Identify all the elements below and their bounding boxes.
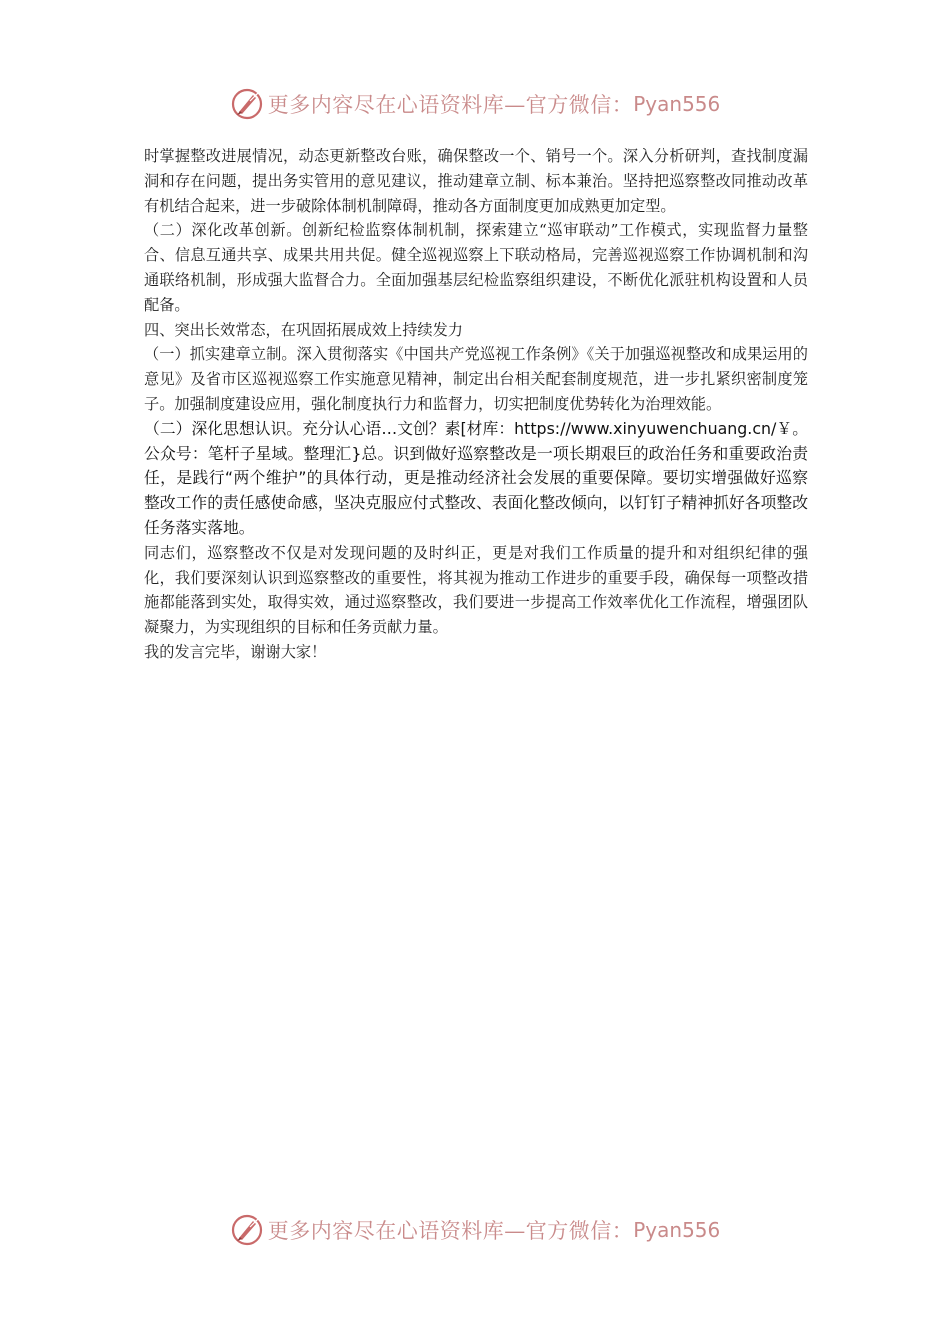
document-body (144, 144, 808, 665)
paragraph-thanks: 我的发言完毕，谢谢大家！ (144, 642, 327, 661)
quill-pen-logo-icon (230, 1213, 264, 1247)
paragraph-reform-innovation: （二）深化改革创新。创新纪检监察体制机制，探索建立“巡审联动”工作模式，实现监督力量整合、信息互通共享、成果共用共促。健全巡视巡察上下联动格局，完善巡视巡察工作协调机制和沟通联络机制，形成强大监督合力。全面加强基层纪检监察组织建设，不断优化派驻机构设置和人员配备。 (144, 221, 808, 314)
footer-banner (0, 1210, 950, 1250)
section-heading-long-term: 四、突出长效常态，在巩固拓展成效上持续发力 (144, 320, 463, 339)
header-banner-text: 更多内容尽在心语资料库—官方微信： (267, 93, 634, 117)
header-wechat-id: Pyan556 (633, 92, 721, 116)
paragraph-closing-remarks: 同志们，巡察整改不仅是对发现问题的及时纠正，更是对我们工作质量的提升和对组织纪律的强化，我们要深刻认识到巡察整改的重要性，将其视为推动工作进步的重要手段，确保每一项整改措施都能落到实处，取得实效，通过巡察整改，我们要进一步提高工作效率优化工作流程，增强团队凝聚力，为实现组织的目标和任务贡献力量。 (144, 543, 808, 637)
paragraph-rules-building: （一）抓实建章立制。深入贯彻落实《中国共产党巡视工作条例》《关于加强巡视整改和成果运用的意见》及省市区巡视巡察工作实施意见精神，制定出台相关配套制度规范，进一步扎紧织密制度笼子。加强制度建设应用，强化制度执行力和监督力，切实把制度优势转化为治理效能。 (144, 345, 808, 413)
footer-banner-text: 更多内容尽在心语资料库—官方微信： (267, 1219, 634, 1243)
paragraph-deepen-understanding: （二）深化思想认识。充分认心语…文创？素[材库：https://www.xinyuwenchuang.cn/￥。公众号：笔杆子星域。整理汇}总。识到做好巡察整改是一项长期艰巨的政治任务和重要政治责任，是践行“两个维护”的具体行动，更是推动经济社会发展的重要保障。要切实增强做好巡察整改工作的责任感使命感，坚决克服应付式整改、表面化整改倾向，以钉钉子精神抓好各项整改任务落实落地。 (144, 418, 808, 537)
footer-wechat-id: Pyan556 (633, 1218, 721, 1242)
quill-pen-logo-icon (230, 87, 264, 121)
header-banner (0, 84, 950, 124)
paragraph-rectification-followup: 时掌握整改进展情况，动态更新整改台账，确保整改一个、销号一个。深入分析研判，查找制度漏洞和存在问题，提出务实管用的意见建议，推动建章立制、标本兼治。坚持把巡察整改同推动改革有机结合起来，进一步破除体制机制障碍，推动各方面制度更加成熟更加定型。 (144, 147, 808, 215)
